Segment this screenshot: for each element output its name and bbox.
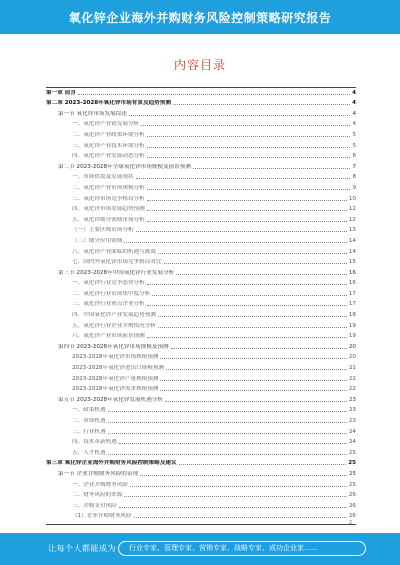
toc-entry[interactable] [46, 256, 356, 267]
toc-leader-dots [166, 368, 347, 370]
toc-entry-page: 20 [348, 354, 356, 361]
toc-leader-dots [147, 199, 347, 201]
toc-leader-dots [158, 252, 347, 254]
toc-entry[interactable] [46, 340, 356, 351]
toc-entry-page: 17 [348, 290, 356, 297]
toc-leader-dots [158, 315, 347, 317]
toc-entry-page: 7 [352, 163, 356, 170]
toc-leader-dots [147, 188, 351, 190]
toc-entry-title: 二、氧化锌行业市场集中度分析 [72, 290, 151, 297]
toc-leader-dots [140, 474, 347, 476]
toc-entry-title: 七、国内外氧化锌市场竞争格局对比 [72, 259, 162, 266]
toc-entry-page: 26 [348, 502, 356, 509]
toc-leader-dots [134, 516, 347, 518]
toc-entry[interactable] [46, 287, 356, 298]
toc-entry-title: 一、氧化锌产业链发展分析 [72, 121, 140, 128]
toc-leader-dots [78, 93, 350, 95]
toc-entry[interactable] [46, 372, 356, 383]
toc-entry-page: 5 [352, 131, 356, 138]
toc-leader-dots [179, 463, 347, 465]
toc-leader-dots [152, 294, 347, 296]
toc-entry-page: 14 [348, 248, 356, 255]
toc-entry-title: 三、氧化锌市场竞争格局分析 [72, 195, 145, 202]
toc-entry-page: 15 [348, 259, 356, 266]
toc-entry[interactable] [46, 298, 356, 309]
toc-entry-title: 第一节 氧化锌市场发展综述 [58, 110, 127, 117]
toc-entry-title: 五、氧化锌细分领域市场分析 [72, 216, 145, 223]
toc-entry-page: 21 [348, 365, 356, 372]
toc-entry[interactable] [46, 181, 356, 192]
toc-entry-page: 5 [352, 142, 356, 149]
toc-entry[interactable] [46, 192, 356, 203]
toc-entry-page: 22 [348, 386, 356, 393]
toc-entry-title: 二、氧化锌产业政策环境分析 [72, 131, 145, 138]
toc-entry[interactable] [46, 308, 356, 319]
toc-leader-dots [160, 389, 346, 391]
toc-entry[interactable] [46, 383, 356, 394]
toc-entry[interactable] [46, 404, 356, 415]
toc-leader-dots [147, 135, 351, 137]
toc-leader-dots [130, 485, 347, 487]
toc-entry[interactable] [46, 213, 356, 224]
toc-entry-title: 三、氧化锌行业重点企业分析 [72, 301, 145, 308]
footer-bar [0, 533, 400, 565]
footer-slogan: 让每个人都能成为 [48, 544, 116, 553]
toc-leader-dots [164, 262, 347, 264]
toc-entry-page: 4 [352, 121, 356, 128]
toc-entry-page: 14 [348, 237, 356, 244]
toc-entry-page: 10 [348, 195, 356, 202]
toc-leader-dots [136, 230, 347, 232]
toc-leader-dots [173, 103, 350, 105]
toc-entry-page: 26 [348, 513, 356, 520]
toc-entry-page: 8 [352, 174, 356, 181]
toc-entry-title: 三、并购支付风险 [72, 502, 117, 509]
toc-entry[interactable] [46, 128, 356, 139]
toc-leader-dots [147, 156, 351, 158]
toc-entry[interactable] [46, 393, 356, 404]
toc-entry-title: 2023-2028年氧化锌需求规模预测 [72, 386, 159, 393]
toc-entry-title: 第一节 企业并购财务风险的表现 [58, 470, 139, 477]
toc-entry-title: 第二节 2023-2028年全球氧化锌市场规模及前景预测 [58, 163, 191, 170]
toc-entry-page: 22 [348, 375, 356, 382]
toc-entry-title: （一）主要区域市场分析 [72, 227, 134, 234]
toc-entry-title: 二、氧化锌产业市场规模分析 [72, 184, 145, 191]
toc-leader-dots [165, 400, 347, 402]
toc-entry-title: 第三章 氧化锌企业海外并购财务风险控制策略及建议 [46, 460, 177, 467]
toc-entry-title: 第三节 2023-2028年中国氧化锌行业发展分析 [58, 269, 175, 276]
toc-entry-title: 三、行业机遇 [72, 428, 106, 435]
toc-entry-page: 20 [348, 343, 356, 350]
toc-entry[interactable] [46, 414, 356, 425]
toc-entry-page: 19 [348, 333, 356, 340]
toc-entry-page: 4 [352, 89, 356, 96]
toc-entry-title: 五、氧化锌行业企业并购情况分析 [72, 322, 156, 329]
toc-entry-page: 24 [348, 428, 356, 435]
toc-entry[interactable] [46, 436, 356, 447]
toc-entry[interactable] [46, 97, 356, 108]
toc-entry-title: 六、氧化锌产业面临的机遇与挑战 [72, 248, 156, 255]
toc-entry[interactable] [46, 425, 356, 436]
toc-leader-dots [160, 357, 346, 359]
toc-leader-dots [124, 241, 347, 243]
toc-heading: 内容目录 [173, 58, 226, 72]
toc-entry-title: 第四节 2023-2028年氧化锌市场规模及预测 [58, 343, 169, 350]
toc-entry-title: 六、氧化锌产业市场前景预测 [72, 333, 145, 340]
toc-entry-page: 25 [348, 460, 356, 467]
toc-entry[interactable] [46, 234, 356, 245]
page-number: 2 [348, 520, 352, 526]
toc-entry-title: 四、中国氧化锌产业发展趋势预测 [72, 312, 156, 319]
table-of-contents [46, 86, 356, 520]
toc-entry-page: 23 [348, 418, 356, 424]
toc-entry-title: 四、氧化锌产业发展动态分析 [72, 153, 145, 160]
toc-entry-page: 25 [348, 449, 356, 456]
toc-entry-page: 26 [348, 492, 356, 499]
toc-entry[interactable] [46, 351, 356, 362]
toc-leader-dots [158, 326, 347, 328]
toc-entry-page: 18 [348, 312, 356, 319]
toc-entry[interactable] [46, 446, 356, 457]
toc-entry-title: 第五节 2023-2028年氧化锌发展机遇分析 [58, 396, 163, 403]
toc-entry-page: 19 [348, 322, 356, 329]
toc-entry-page: 16 [348, 269, 356, 276]
toc-entry[interactable] [46, 86, 356, 97]
toc-entry-page: 23 [348, 407, 356, 414]
toc-entry-title: 四、技术革新机遇 [72, 439, 117, 446]
toc-leader-dots [171, 347, 347, 349]
toc-leader-dots [193, 167, 350, 169]
toc-leader-dots [147, 209, 347, 211]
toc-entry-page: 25 [348, 470, 356, 477]
toc-entry[interactable] [46, 203, 356, 214]
toc-entry[interactable] [46, 489, 356, 500]
toc-leader-dots [119, 506, 347, 508]
toc-entry[interactable] [46, 277, 356, 288]
toc-leader-dots [147, 220, 347, 222]
toc-entry-title: 一、氧化锌行业竞争态势分析 [72, 280, 145, 287]
toc-leader-dots [147, 336, 347, 338]
toc-entry-page: 25 [348, 481, 356, 488]
toc-entry-title: 2023-2028年氧化锌进出口规模预测 [72, 365, 165, 372]
toc-leader-dots [176, 273, 347, 275]
toc-entry[interactable] [46, 330, 356, 341]
toc-entry[interactable] [46, 510, 356, 521]
toc-entry-title: 五、人才机遇 [72, 449, 106, 456]
toc-entry[interactable] [46, 160, 356, 171]
toc-entry-page: 24 [348, 439, 356, 446]
toc-entry-title: 一、市场供需及发展现状 [72, 174, 134, 181]
toc-entry[interactable] [46, 457, 356, 468]
toc-entry[interactable] [46, 499, 356, 510]
toc-entry-title: 一、企业并购财务风险 [72, 481, 128, 488]
toc-entry-page: 23 [348, 396, 356, 403]
toc-leader-dots [129, 114, 351, 116]
toc-entry[interactable] [46, 478, 356, 489]
toc-entry[interactable] [46, 266, 356, 277]
toc-entry-title: （1）企业并购财务风险 [72, 513, 132, 520]
toc-entry-title: 第一章 前言 [46, 89, 76, 96]
toc-entry-page: 12 [348, 216, 356, 223]
toc-entry-title: 第二章 2023-2028年氧化锌市场背景及趋势预测 [46, 100, 171, 107]
document-title: 氧化锌企业海外并购财务风险控制策略研究报告 [68, 11, 332, 25]
toc-entry[interactable] [46, 467, 356, 478]
toc-entry-page: 13 [348, 227, 356, 234]
toc-entry[interactable] [46, 118, 356, 129]
toc-leader-dots [119, 442, 347, 444]
toc-entry[interactable] [46, 319, 356, 330]
toc-leader-dots [108, 432, 347, 434]
toc-entry-page: 9 [352, 184, 356, 191]
toc-entry-page: 6 [352, 153, 356, 160]
toc-entry[interactable] [46, 224, 356, 235]
toc-entry-page: 12 [348, 206, 356, 213]
toc-leader-dots [108, 410, 347, 412]
toc-entry-title: 二、财务风险的来源 [72, 492, 123, 499]
toc-entry-title: 三、氧化锌产业技术环境分析 [72, 142, 145, 149]
toc-leader-dots [147, 304, 347, 306]
toc-entry-title: 二、市场机遇 [72, 418, 106, 424]
header-bar [0, 0, 400, 34]
toc-leader-dots [160, 379, 346, 381]
toc-leader-dots [141, 124, 350, 126]
toc-entry-title: （二）细分应用领域 [72, 237, 123, 244]
toc-entry[interactable] [46, 361, 356, 372]
toc-leader-dots [147, 146, 351, 148]
toc-entry-title: 四、氧化锌市场发展趋势预测 [72, 206, 145, 213]
toc-entry-title: 2023-2028年氧化锌市场规模预测 [72, 354, 159, 361]
footer-tags: 行业专家、管理专家、营销专家、战略专家、成功企业家…… [118, 541, 366, 556]
toc-entry-page: 4 [352, 110, 356, 117]
toc-entry-title: 一、政策机遇 [72, 407, 106, 414]
toc-entry[interactable] [46, 245, 356, 256]
toc-leader-dots [147, 283, 347, 285]
toc-entry-page: 4 [352, 100, 356, 107]
toc-leader-dots [124, 495, 347, 497]
toc-entry[interactable] [46, 139, 356, 150]
toc-entry[interactable] [46, 150, 356, 161]
toc-entry-page: 17 [348, 301, 356, 308]
toc-entry[interactable] [46, 171, 356, 182]
toc-entry[interactable] [46, 107, 356, 118]
toc-leader-dots [108, 421, 347, 423]
toc-entry-title: 2023-2028年氧化锌产量规模预测 [72, 375, 159, 382]
toc-entry-page: 16 [348, 280, 356, 287]
toc-leader-dots [108, 453, 347, 455]
toc-bottom-rule [46, 524, 356, 525]
toc-leader-dots [136, 177, 351, 179]
